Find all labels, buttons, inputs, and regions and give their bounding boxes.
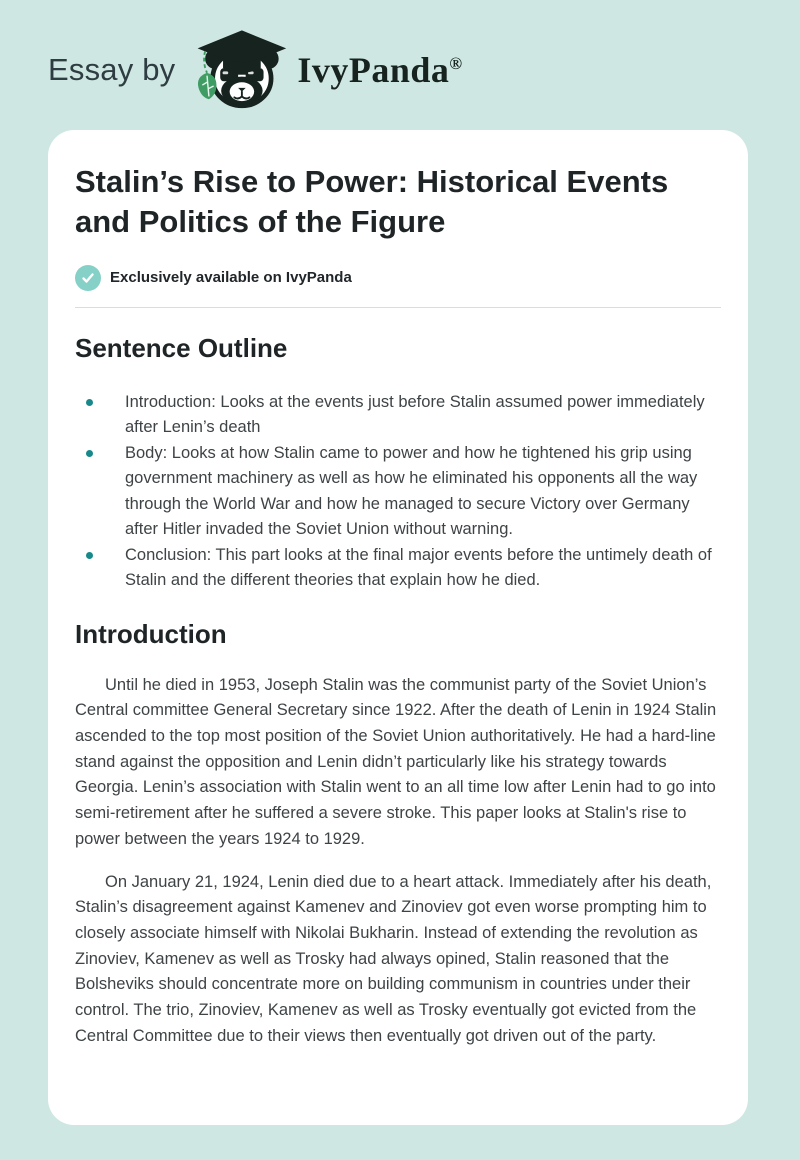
essay-by-label: Essay by bbox=[48, 52, 176, 87]
outline-item-introduction bbox=[75, 390, 721, 441]
panda-graduate-icon bbox=[191, 28, 289, 112]
availability-badge bbox=[75, 265, 721, 291]
outline-item-conclusion bbox=[75, 543, 721, 594]
page-header bbox=[0, 0, 800, 116]
outline-item-text: Conclusion: This part looks at the final major events before the untimely death of Stalin and the different theories that explain how he died. bbox=[125, 545, 712, 590]
ivypanda-logo-link[interactable] bbox=[191, 28, 462, 112]
bullet-dot-icon bbox=[86, 399, 93, 406]
intro-paragraph-2: On January 21, 1924, Lenin died due to a heart attack. Immediately after his death, Stalin’s disagreement against Kamenev and Zinoviev got even worse prompting him to closely associate himself with Nikolai Bukharin. Instead of extending the revolution as Zinoviev, Kamenev as well as Trosky had always opined, Stalin reasoned that the Bolsheviks should concentrate more on building communism in countries under their control. The trio, Zinoviev, Kamenev as well as Trosky eventually got evicted from the Central Committee due to their views then eventually got driven out of the party. bbox=[75, 872, 712, 1045]
outline-heading: Sentence Outline bbox=[75, 332, 288, 363]
availability-label: Exclusively available on IvyPanda bbox=[110, 269, 352, 287]
section-divider bbox=[75, 307, 721, 308]
introduction-heading: Introduction bbox=[75, 618, 227, 649]
intro-paragraph-1: Until he died in 1953, Joseph Stalin was the communist party of the Soviet Union’s Central committee General Secretary since 1922. After the death of Lenin in 1924 Stalin ascended to the top most position of the Soviet Union authoritatively. He had a hard-line stand against the opposition and Lenin didn’t particularly like his strategy towards Georgia. Lenin’s association with Stalin went to an all time low after Lenin had to go into semi-retirement after he suffered a severe stroke. This paper looks at Stalin's rise to power between the years 1924 to 1929. bbox=[75, 675, 717, 848]
bullet-dot-icon bbox=[86, 552, 93, 559]
page-title: Stalin’s Rise to Power: Historical Events and Politics of the Figure bbox=[75, 164, 669, 240]
outline-item-text: Body: Looks at how Stalin came to power and how he tightened his grip using government machinery as well as how he eliminated his opponents all the way through the World War and how he managed to secure Victory over Germany after Hitler invaded the Soviet Union without warning. bbox=[125, 443, 698, 539]
outline-item-text: Introduction: Looks at the events just before Stalin assumed power immediately after Lenin’s death bbox=[125, 392, 705, 437]
article-card bbox=[48, 130, 748, 1125]
outline-list bbox=[75, 390, 721, 594]
outline-item-body bbox=[75, 441, 721, 543]
bullet-dot-icon bbox=[86, 450, 93, 457]
registered-mark: ® bbox=[449, 54, 463, 73]
check-circle-icon bbox=[75, 265, 101, 291]
brand-wordmark: IvyPanda® bbox=[297, 50, 463, 90]
